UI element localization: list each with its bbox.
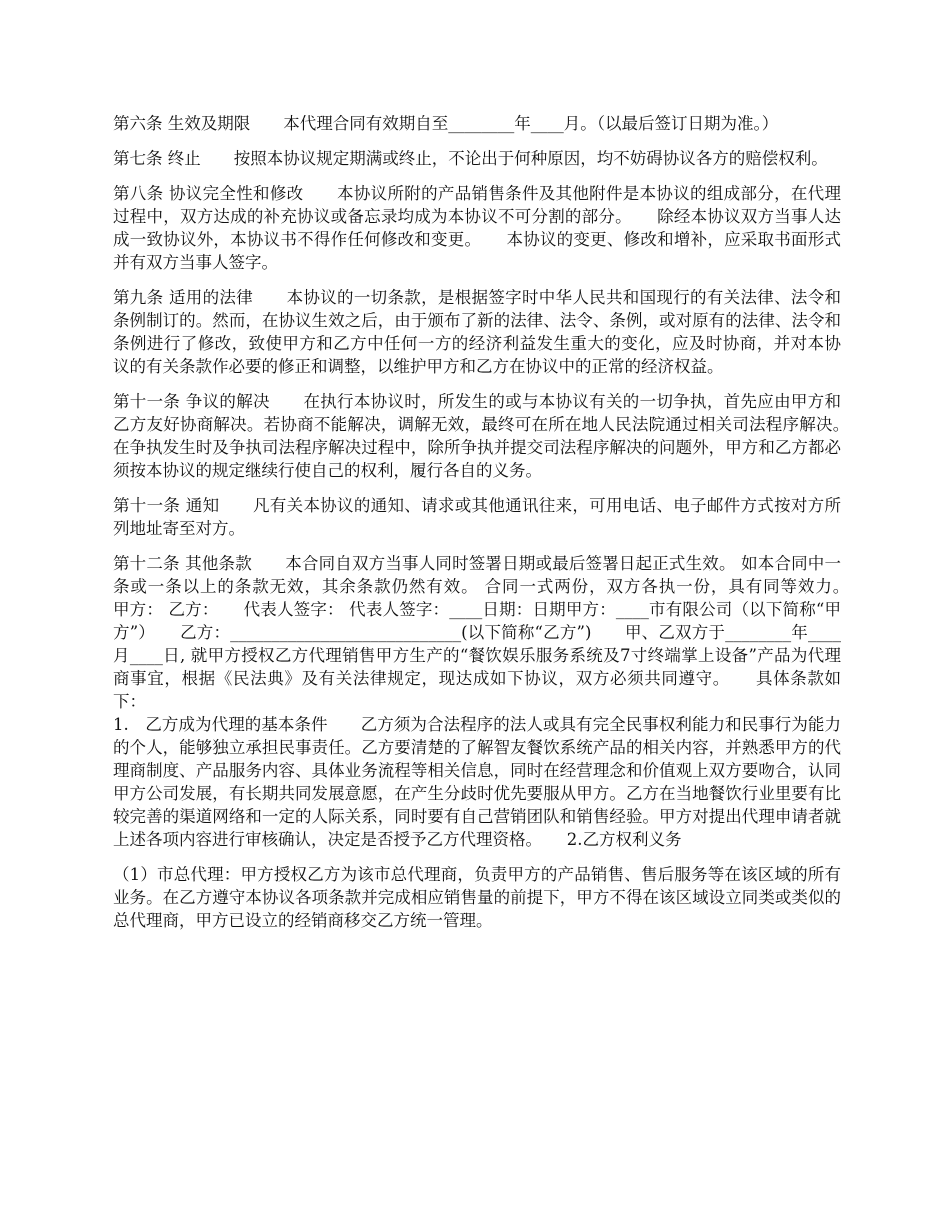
article-11-dispute-resolution: 第十一条 争议的解决 在执行本协议时，所发生的或与本协议有关的一切争执，首先应由甲方和乙方友好协商解决。若协商不能解决，调解无效，最终可在所在地人民法院通过相关司法程序解决。 在争执发生时及争执司法程序解决过程中，除所争执并提交司法程序解决的问题外，甲方和乙方都必须按本协议的规定继续行使自己的权利，履行各自的义务。 xyxy=(113,392,874,480)
article-9-applicable-law: 第九条 适用的法律 本协议的一切条款，是根据签字时中华人民共和国现行的有关法律、法令和条例制订的。然而，在协议生效之后，由于颁布了新的法律、法令、条例，或对原有的法律、法令和条例进行了修改，致使甲方和乙方中任何一方的经济利益发生重大的变化，应及时协商，并对本协 议的有关条款作必要的修正和调整，以维护甲方和乙方在协议中的正常的经济权益。 xyxy=(113,288,874,376)
document-body xyxy=(113,112,874,944)
clause-1-basic-conditions: 1. 乙方成为代理的基本条件 乙方须为合法程序的法人或具有完全民事权利能力和民事行为能力的个人，能够独立承担民事责任。乙方要清楚的了解智友餐饮系统产品的相关内容，并熟悉甲方的代理商制度、产品服务内容、具体业务流程等相关信息，同时在经营理念和价值观上双方要吻合，认同甲方公司发展，有长期共同发展意愿，在产生分歧时优先要服从甲方。乙方在当地餐饮行业里要有比较完善的渠道网络和一定的人际关系，同时要有自己营销团队和销售经验。甲方对提出代理申请者就上述各项内容进行审核确认，决定是否授予乙方代理资格。 2.乙方权利义务 xyxy=(113,715,841,849)
article-6-term: 第六条 生效及期限 本代理合同有效期自至________年____月。（以最后签订日期为准。） xyxy=(113,114,779,133)
article-7-termination: 第七条 终止 按照本协议规定期满或终止，不论出于何种原因，均不妨碍协议各方的赔偿权利。 xyxy=(113,149,828,168)
clause-city-general-agent: （1）市总代理：甲方授权乙方为该市总代理商，负责甲方的产品销售、售后服务等在该区域的所有业务。在乙方遵守本协议各项条款并完成相应销售量的前提下，甲方不得在该区域设立同类或类似的总代理商，甲方已设立的经销商移交乙方统一管理。 xyxy=(113,865,841,930)
article-11-notice: 第十一条 通知 凡有关本协议的通知、请求或其他通讯往来，可用电话、电子邮件方式按对方所列地址寄至对方。 xyxy=(113,496,841,538)
article-8-integrity-amendment: 第八条 协议完全性和修改 本协议所附的产品销售条件及其他附件是本协议的组成部分，在代理过程中，双方达成的补充协议或备忘录均成为本协议不可分割的部分。 除经本协议双方当事人达成一致协议外，本协议书不得作任何修改和变更。 本协议的变更、修改和增补，应采取书面形式并有双方当事人签字。 xyxy=(113,184,841,272)
article-12-other-terms: 第十二条 其他条款 本合同自双方当事人同时签署日期或最后签署日起正式生效。 如本合同中一条或一条以上的条款无效，其余条款仍然有效。 合同一式两份，双方各执一份，具有同等效力。 甲方： 乙方： 代表人签字： 代表人签字：____日期：日期甲方：____市有限公司（以下简称“甲方”） 乙方：____________________________(以下简称“乙方”) 甲、乙双方于________年____月____日, 就甲方授权乙方代理销售甲方生产的“餐饮娱乐服务系统及7寸终端掌上设备”产品为代理商事宜，根据《民法典》及有关法律规定，现达成如下协议，双方必须共同遵守。 具体条款如下： xyxy=(113,554,874,711)
